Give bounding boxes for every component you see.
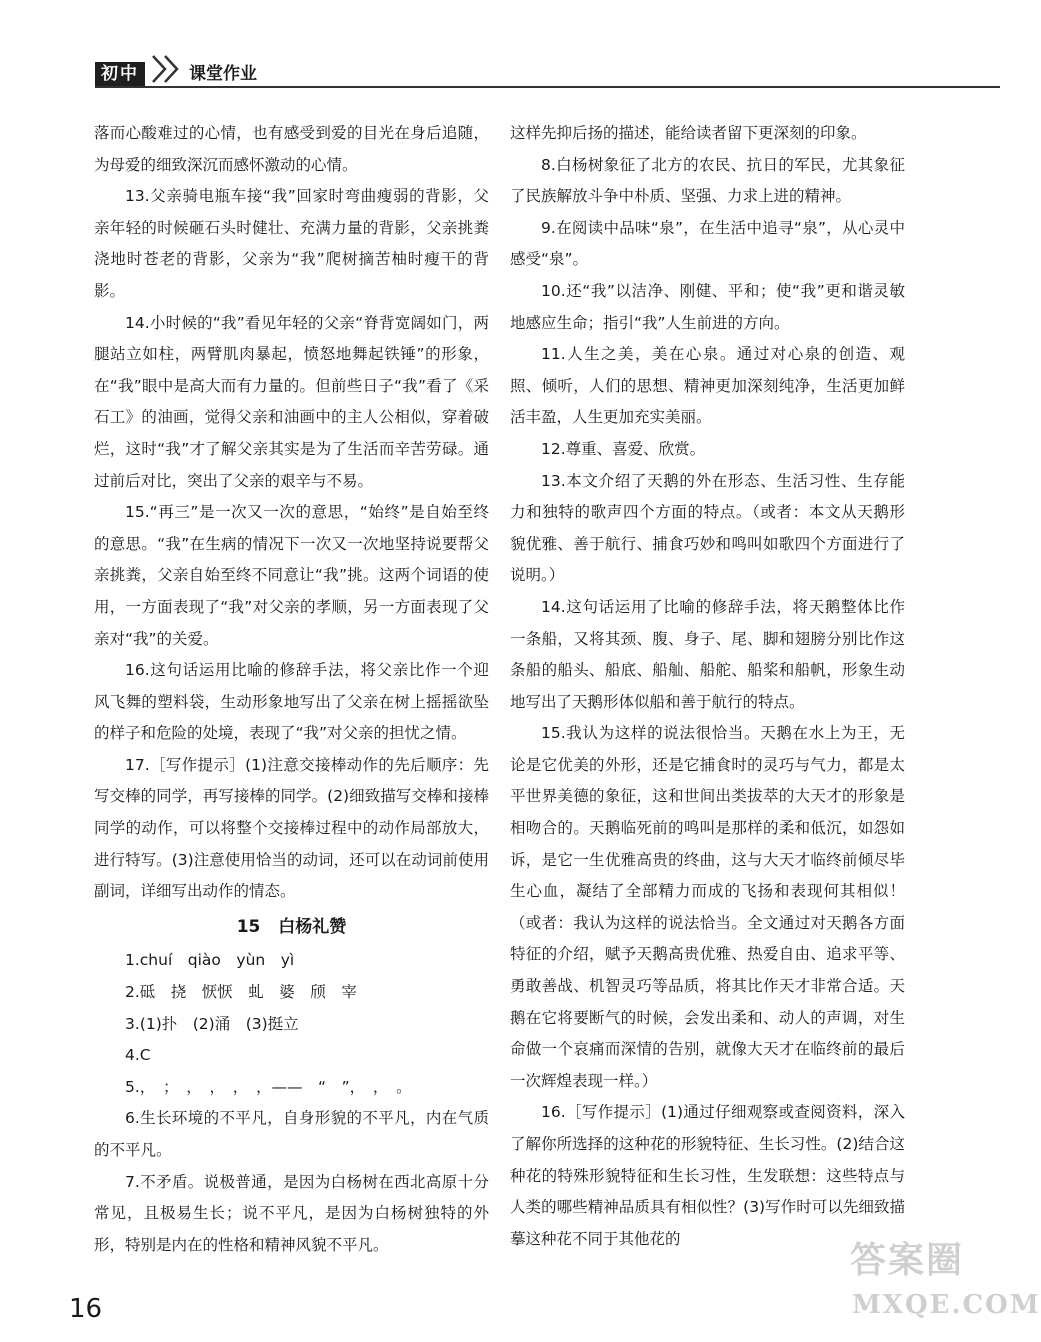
answer-paragraph: 落而心酸难过的心情，也有感受到爱的目光在身后追随，为母爱的细致深沉而感怀激动的心情。 <box>94 124 489 174</box>
right-column <box>510 118 905 1255</box>
watermark-logo <box>850 1232 1041 1332</box>
answer-paragraph: 13.本文介绍了天鹅的外在形态、生活习性、生存能力和独特的歌声四个方面的特点。（或者：本文从天鹅形貌优雅、善于航行、捕食巧妙和鸣叫如歌四个方面进行了说明。） <box>510 471 905 585</box>
answer-line: 3.(1)扑 (2)涌 (3)挺立 <box>125 1014 299 1033</box>
answer-paragraph: 17.［写作提示］(1)注意交接棒动作的先后顺序：先写交棒的同学，再写接棒的同学。(2)细致描写交棒和接棒同学的动作，可以将整个交接棒过程中的动作局部放大，进行特写。(3)注意使用恰当的动词，还可以在动词前使用副词，详细写出动作的情态。 <box>94 755 489 901</box>
answer-paragraph: 13.父亲骑电瓶车接“我”回家时弯曲瘦弱的背影，父亲年轻的时候砸石头时健壮、充满力量的背影，父亲挑粪浇地时苍老的背影，父亲为“我”爬树摘苦柚时瘦干的背影。 <box>94 187 489 300</box>
answer-paragraph: 9.在阅读中品味“泉”，在生活中追寻“泉”，从心灵中感受“泉”。 <box>510 218 905 269</box>
watermark-text: 答案圈 <box>850 1239 965 1281</box>
answer-paragraph: 10.还“我”以洁净、刚健、平和；使“我”更和谐灵敏地感应生命；指引“我”人生前进的方向。 <box>510 281 905 332</box>
answer-paragraph: 14.小时候的“我”看见年轻的父亲“脊背宽阔如门，两腿站立如柱，两臂肌肉暴起，愤怒地舞起铁锤”的形象，在“我”眼中是高大而有力量的。但前些日子“我”看了《采石工》的油画，觉得父亲和油画中的主人公相似，穿着破烂，这时“我”才了解父亲其实是为了生活而辛苦劳碌。通过前后对比，突出了父亲的艰辛与不易。 <box>94 313 489 490</box>
answer-paragraph: 16.［写作提示］(1)通过仔细观察或查阅资料，深入了解你所选择的这种花的形貌特征、生长习性。(2)结合这种花的特殊形貌特征和生长习性，生发联想：这些特点与人类的哪些精神品质具有相似性？(3)写作时可以先细致描摹这种花不同于其他花的 <box>510 1103 905 1248</box>
answer-line: 5.， ； ， ， ， ，—— “ ”， ， 。 <box>125 1077 412 1096</box>
answer-line: 1.chuí qiào yùn yì <box>125 951 295 970</box>
answer-line: 7.不矛盾。说极普通，是因为白杨树在西北高原十分常见，且极易生长；说不平凡，是因为白杨树独特的外形，特别是内在的性格和精神风貌不平凡。 <box>94 1172 489 1254</box>
level-tag: 初中 <box>95 62 145 86</box>
answer-paragraph: 16.这句话运用比喻的修辞手法，将父亲比作一个迎风飞舞的塑料袋，生动形象地写出了父亲在树上摇摇欲坠的样子和危险的处境，表现了“我”对父亲的担忧之情。 <box>94 661 489 743</box>
answer-paragraph: 15.我认为这样的说法很恰当。天鹅在水上为王，无论是它优美的外形，还是它捕食时的灵巧与气力，都是太平世界美德的象征，这和世间出类拔萃的大天才的形象是相吻合的。天鹅临死前的鸣叫是那样的柔和低沉，如怨如诉，是它一生优雅高贵的终曲，这与大天才临终前倾尽毕生心血，凝结了全部精力而成的飞扬和表现何其相似！（或者：我认为这样的说法恰当。全文通过对天鹅各方面特征的介绍，赋予天鹅高贵优雅、热爱自由、追求平等、勇敢善战、机智灵巧等品质，将其比作天才非常合适。天鹅在它将要断气的时候，会发出柔和、动人的声调，对生命做一个哀痛而深情的告别，就像大天才在临终前的最后一次辉煌表现一样。） <box>510 724 905 1090</box>
header-title: 课堂作业 <box>189 64 257 84</box>
answer-line: 6.生长环境的不平凡，自身形貌的不平凡，内在气质的不平凡。 <box>94 1109 489 1159</box>
answer-paragraph: 14.这句话运用了比喻的修辞手法，将天鹅整体比作一条船，又将其颈、腹、身子、尾、脚和翅膀分别比作这条船的船头、船底、船舢、船舵、船桨和船帆，形象生动地写出了天鹅形体似船和善于航行的特点。 <box>510 597 905 711</box>
double-chevron-icon <box>147 52 187 86</box>
watermark-url: MXQE.COM <box>852 1290 1041 1320</box>
section-title: 白杨礼赞 <box>278 916 347 937</box>
page-header <box>95 52 1000 88</box>
section-number: 15 <box>236 916 261 937</box>
answer-line: 2.砥 挠 恹恹 虬 婆 颀 宰 <box>125 983 357 1002</box>
answer-paragraph: 12.尊重、喜爱、欣赏。 <box>541 439 706 458</box>
answer-line: 4.C <box>125 1046 151 1065</box>
section-heading <box>94 912 489 944</box>
header-rule <box>95 86 1000 88</box>
page-number: 16 <box>69 1294 103 1324</box>
answer-paragraph: 11.人生之美，美在心泉。通过对心泉的创造、观照、倾听，人们的思想、精神更加深刻纯净，生活更加鲜活丰盈，人生更加充实美丽。 <box>510 345 905 427</box>
answer-paragraph: 15.“再三”是一次又一次的意思，“始终”是自始至终的意思。“我”在生病的情况下一次又一次地坚持说要帮父亲挑粪，父亲自始至终不同意让“我”挑。这两个词语的使用，一方面表现了“我”对父亲的孝顺，另一方面表现了父亲对“我”的关爱。 <box>94 503 489 648</box>
answer-paragraph: 这样先抑后扬的描述，能给读者留下更深刻的印象。 <box>510 124 867 142</box>
answer-paragraph: 8.白杨树象征了北方的农民、抗日的军民，尤其象征了民族解放斗争中朴质、坚强、力求上进的精神。 <box>510 155 905 206</box>
left-column <box>94 118 489 1261</box>
